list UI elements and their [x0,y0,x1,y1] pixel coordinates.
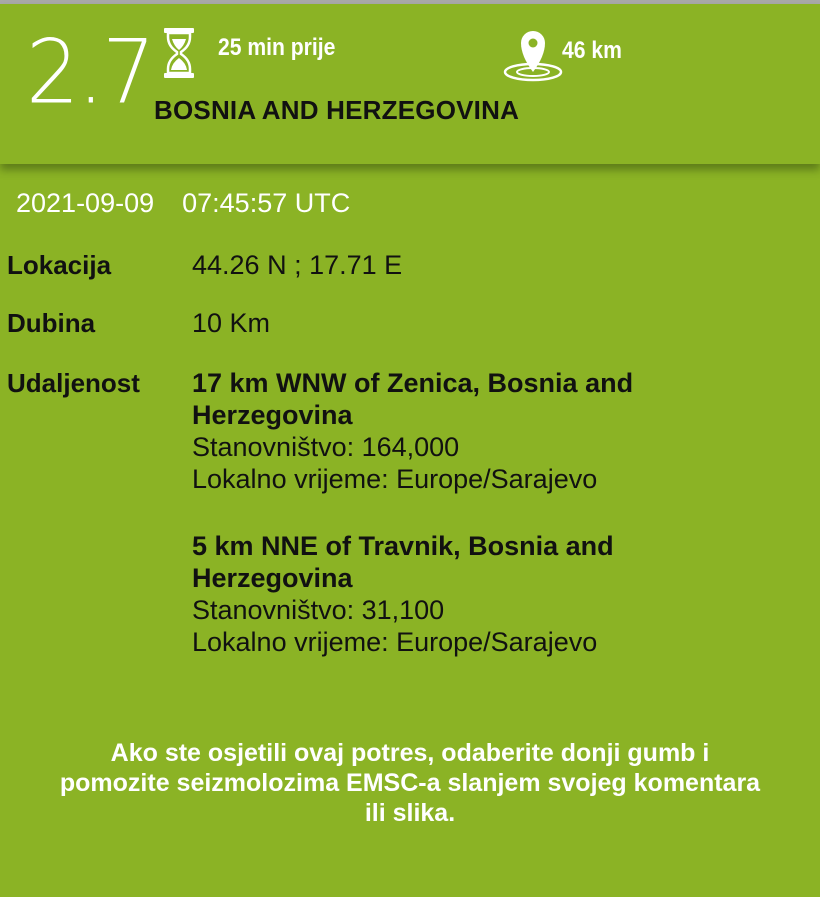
event-time: 07:45:57 UTC [182,188,351,218]
magnitude-value: 2.7 [26,20,154,124]
nearby-city-1 [192,367,792,495]
event-datetime [16,188,350,219]
city-title-line2: Herzegovina [192,563,353,593]
felt-report-notice [0,738,820,828]
location-value: 44.26 N ; 17.71 E [192,250,403,280]
depth-value: 10 Km [192,308,271,338]
event-header [0,4,820,164]
notice-line1: Ako ste osjetili ovaj potres, odaberite donji gumb i [110,739,710,767]
map-pin-icon [502,28,564,82]
city-population: Stanovništvo: 31,100 [192,595,445,625]
city-title-line1: 17 km WNW of Zenica, Bosnia and [192,368,634,398]
city-title-line1: 5 km NNE of Travnik, Bosnia and [192,531,614,561]
city-title-line2: Herzegovina [192,400,353,430]
city-local-time: Lokalno vrijeme: Europe/Sarajevo [192,464,598,494]
location-label: Lokacija [7,250,112,280]
nearby-city-2 [192,530,792,658]
city-population: Stanovništvo: 164,000 [192,432,460,462]
notice-line2: pomozite seizmolozima EMSC-a slanjem svojeg komentara [59,769,761,797]
depth-label: Dubina [7,308,96,338]
time-ago: 25 min prije [218,34,336,61]
distance-label: Udaljenost [7,368,140,398]
event-date: 2021-09-09 [16,188,155,218]
notice-line3: ili slika. [364,799,456,827]
hourglass-icon [163,28,195,78]
city-local-time: Lokalno vrijeme: Europe/Sarajevo [192,627,598,657]
region-name: BOSNIA AND HERZEGOVINA [154,95,520,125]
distance-value: 46 km [562,37,622,64]
